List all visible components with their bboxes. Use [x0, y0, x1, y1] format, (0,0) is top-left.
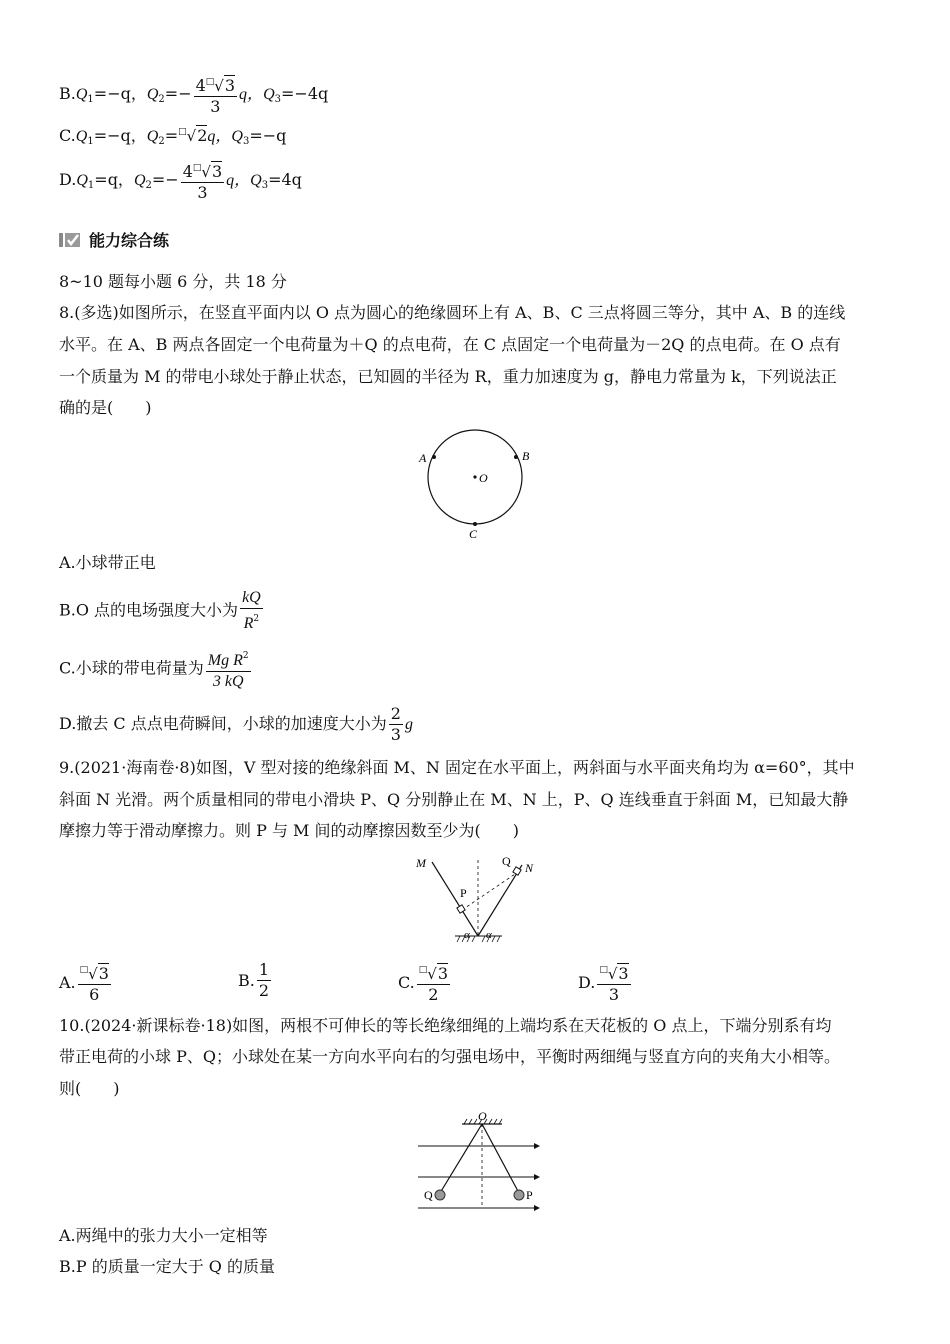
q9-option-b: B. $\frac{1}{2}$: [238, 960, 270, 1000]
point-c: [473, 522, 477, 526]
checklist-icon: [59, 231, 81, 249]
label-n: N: [525, 861, 534, 875]
label-q: Q: [502, 854, 511, 868]
q8-circle-figure: [410, 420, 550, 545]
q9-incline-figure: [410, 850, 550, 945]
score-note: 8~10 题每小题 6 分，共 18 分: [59, 272, 287, 291]
q8-option-b: B.O 点的电场强度大小为 $\frac{kQ}{R^2}$: [59, 589, 261, 632]
point-o: [473, 475, 476, 478]
q10-line-3: 则( ): [59, 1079, 120, 1098]
point-b: [514, 455, 518, 459]
q8-line-3: 一个质量为 M 的带电小球处于静止状态，已知圆的半径为 R，重力加速度为 g，静电力常量为 k，下列说法正: [59, 367, 837, 386]
prev-option-d: $D.Q_1=q$，$Q_2=-$ $\frac{4^□√3}{3}$ q，$Q_3=4q$: [59, 158, 302, 203]
q8-option-c: C.小球的带电荷量为 $\frac{Mg R^2}{3 kQ}$: [59, 646, 253, 692]
q10-line-2: 带正电荷的小球 P、Q；小球处在某一方向水平向右的匀强电场中，平衡时两细绳与竖直方向的夹角大小相等。: [59, 1047, 840, 1066]
q8-option-d: D.撤去 C 点点电荷瞬间，小球的加速度大小为 $\frac{2}{3}$ g: [59, 704, 413, 744]
q8-option-a: A.小球带正电: [59, 553, 156, 572]
q9-option-d: D. $\frac{^□√3}{3}$: [578, 960, 633, 1005]
prev-option-b: $B.Q_1=-q$，$Q_2=-$ $\frac{4^□√3}{3}$ q，$Q_3=-4q$: [59, 72, 328, 117]
label-alpha-right: α: [486, 929, 492, 941]
q9-line-1: 9.(2021·海南卷·8)如图，V 型对接的绝缘斜面 M、N 固定在水平面上，两斜面与水平面夹角均为 α=60°，其中: [59, 758, 855, 777]
q10-pendulum-figure: [410, 1107, 550, 1217]
label-alpha-left: α: [464, 929, 470, 941]
q10-option-b: B.P 的质量一定大于 Q 的质量: [59, 1257, 275, 1276]
label-o: O: [479, 471, 488, 485]
section-title: 能力综合练: [89, 231, 170, 250]
label-p: P: [460, 886, 467, 900]
label-a: A: [419, 451, 427, 465]
label-b: B: [522, 449, 530, 463]
section-header: [59, 228, 169, 251]
label-m: M: [416, 856, 426, 870]
fraction: $\frac{4^□√3}{3}$: [181, 158, 224, 203]
slider-p: [457, 905, 465, 913]
q9-line-3: 摩擦力等于滑动摩擦力。则 P 与 M 间的动摩擦因数至少为( ): [59, 821, 519, 840]
ball-p: [514, 1190, 524, 1200]
label-q: Q: [424, 1188, 433, 1202]
fraction: $\frac{4^□√3}{3}$: [194, 72, 237, 117]
q10-option-a: A.两绳中的张力大小一定相等: [59, 1226, 268, 1245]
q10-line-1: 10.(2024·新课标卷·18)如图，两根不可伸长的等长绝缘细绳的上端均系在天花板的 O 点上，下端分别系有均: [59, 1016, 832, 1035]
label-p: P: [526, 1188, 533, 1202]
q9-option-c: C. $\frac{^□√3}{2}$: [398, 960, 452, 1005]
q8-line-2: 水平。在 A、B 两点各固定一个电荷量为＋Q 的点电荷，在 C 点固定一个电荷量为－2Q 的点电荷。在 O 点有: [59, 335, 841, 354]
prev-option-c: $C.Q_1=-q$，$Q_2=^□√2q$，$Q_3=-q$: [59, 126, 287, 147]
q8-line-4: 确的是( ): [59, 398, 152, 417]
ball-q: [435, 1190, 445, 1200]
q9-line-2: 斜面 N 光滑。两个质量相同的带电小滑块 P、Q 分别静止在 M、N 上，P、Q 连线垂直于斜面 M，已知最大静: [59, 790, 849, 809]
q8-line-1: 8.(多选)如图所示，在竖直平面内以 O 点为圆心的绝缘圆环上有 A、B、C 三点将圆三等分，其中 A、B 的连线: [59, 303, 846, 322]
label-c: C: [469, 527, 478, 541]
q9-option-a: A. $\frac{^□√3}{6}$: [59, 960, 113, 1005]
point-a: [432, 455, 436, 459]
label-o: O: [478, 1109, 487, 1123]
